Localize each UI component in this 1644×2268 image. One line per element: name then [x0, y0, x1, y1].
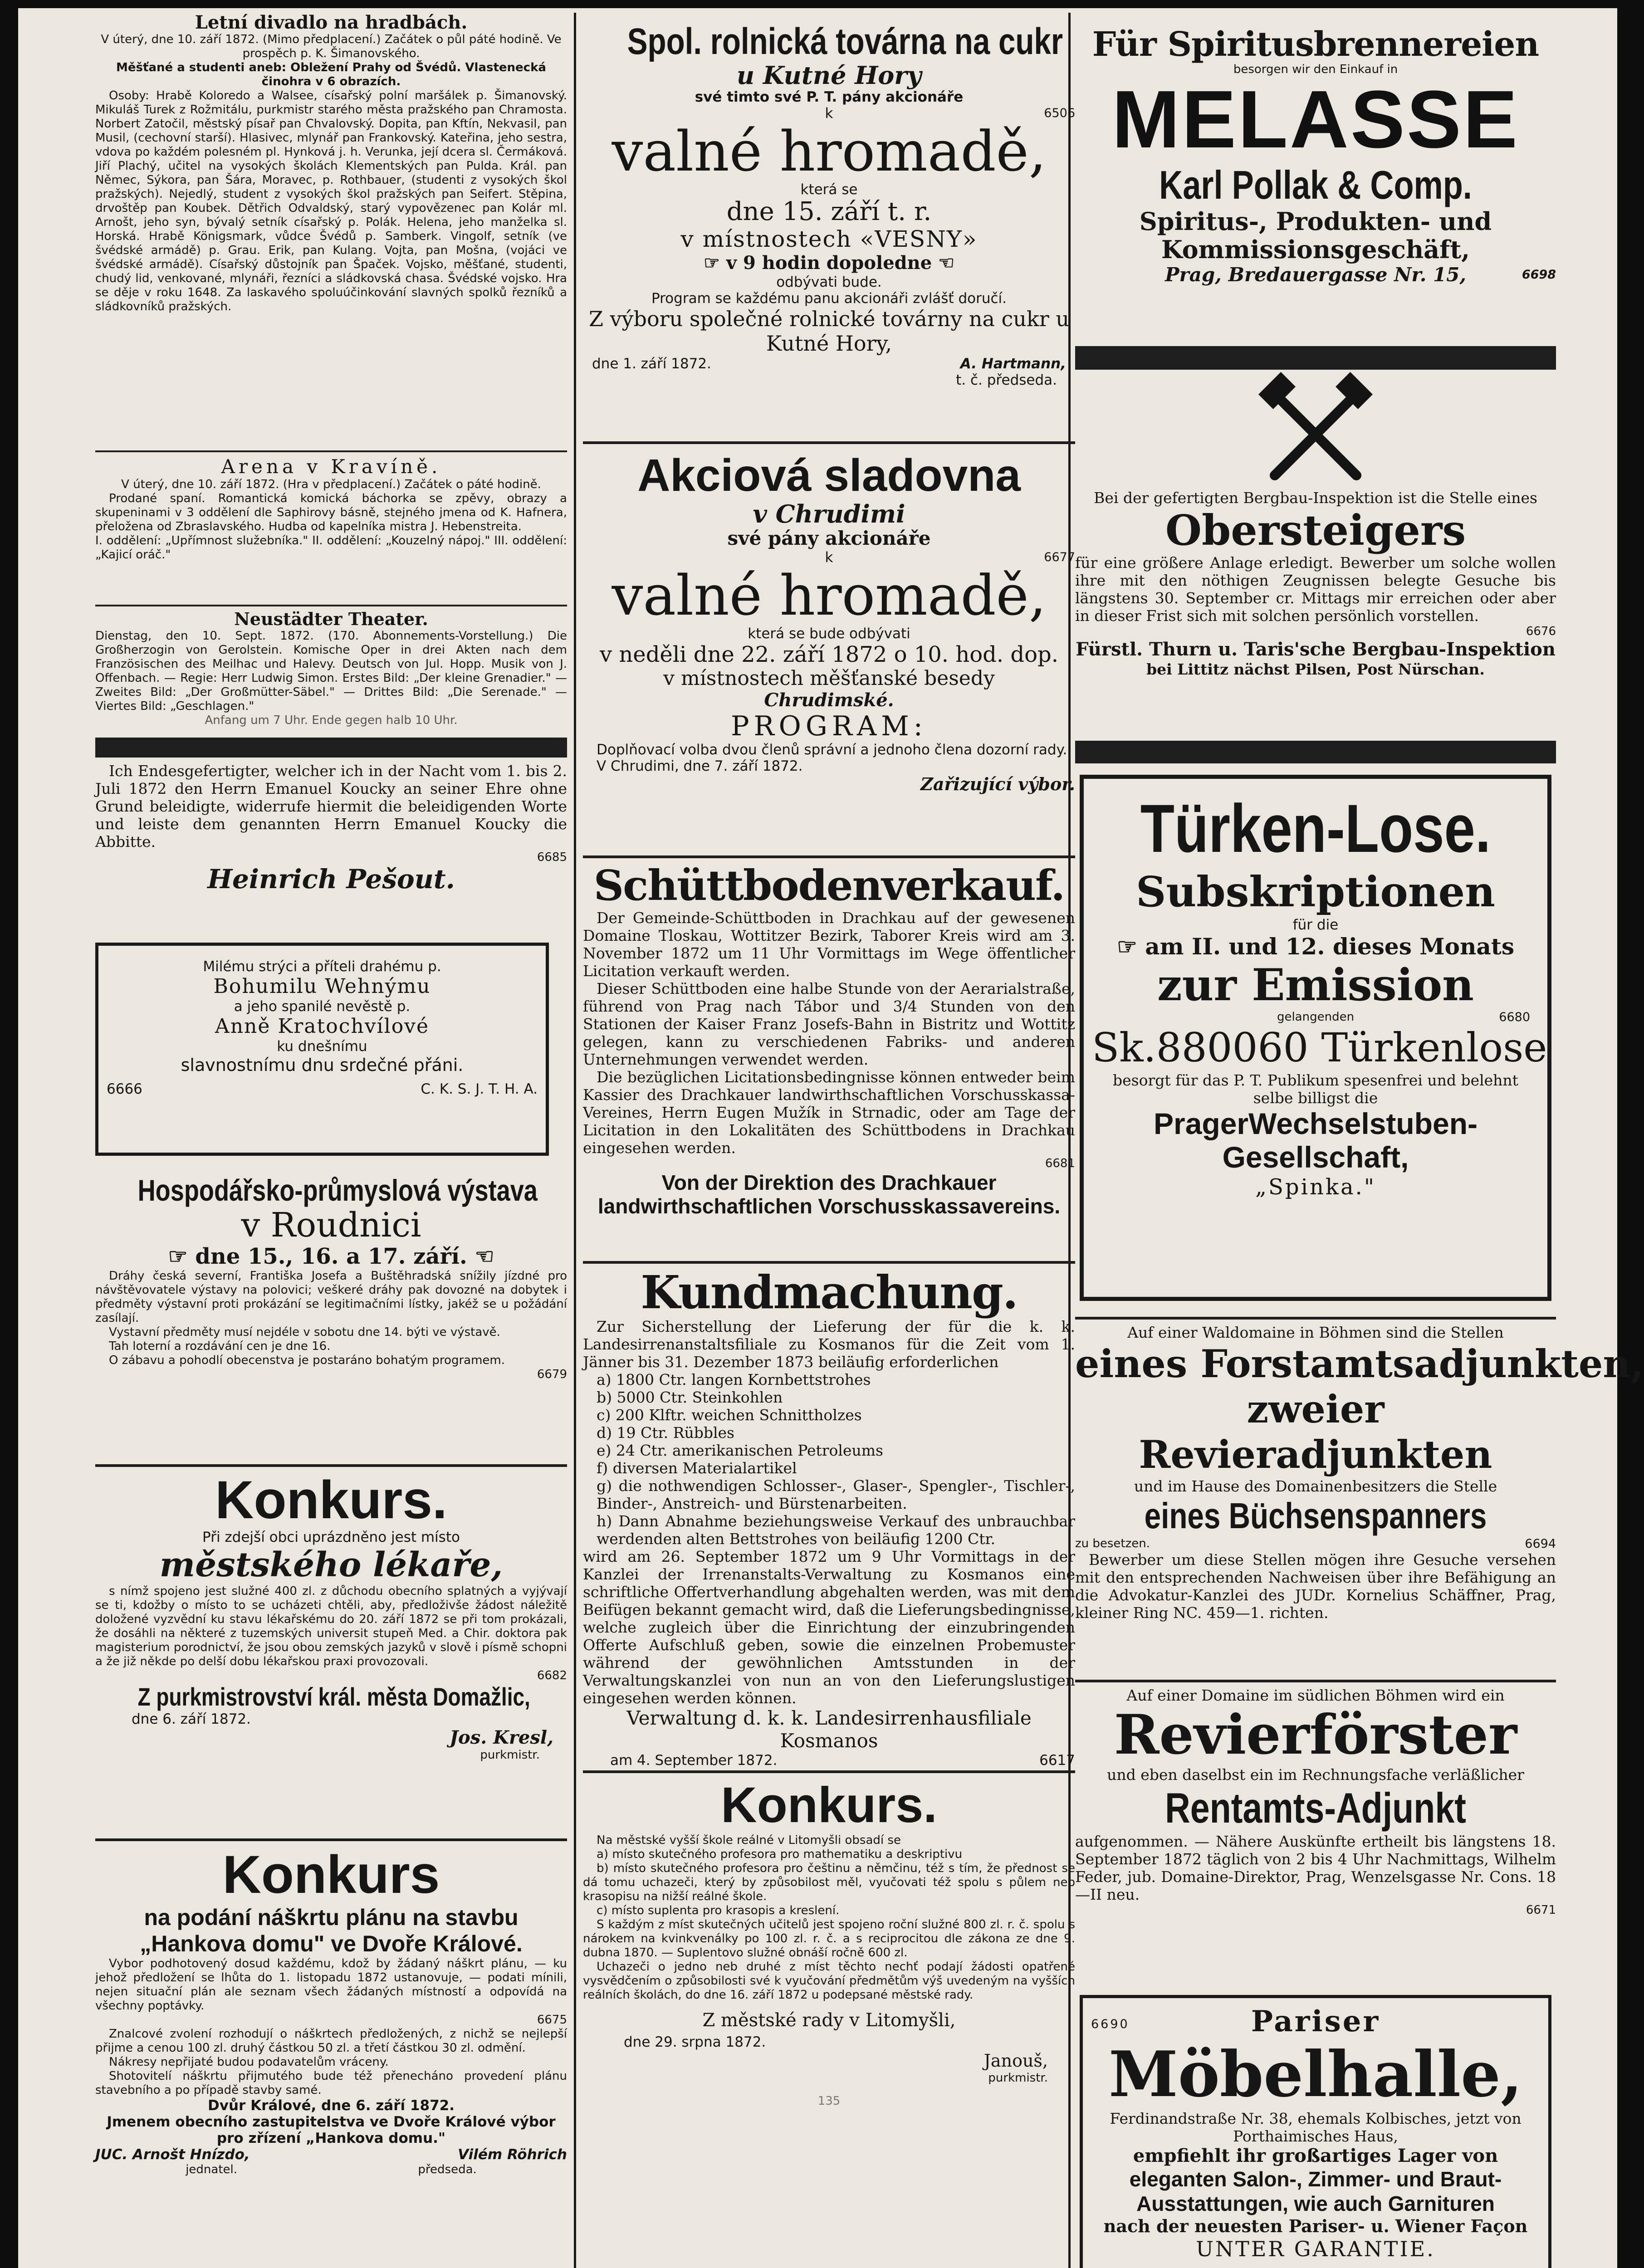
arena-acts: I. oddělení: „Upřímnost služebníka." II. oddělení: „Kouzelný nápoj." III. oddělení: „Kajicí oráč."	[95, 534, 567, 562]
newspaper-page	[18, 8, 1644, 2268]
konkurs3-intro: Na městské vyšší škole reálné v Litomyšli obsadí se	[597, 1833, 901, 1847]
konkurs2-sign2: Vilém Röhrich	[458, 2146, 567, 2163]
malt-body: Doplňovací volba dvou členů správní a jednoho člena dozorní rady.	[597, 742, 1067, 758]
dedication-line6: slavnostnímu dnu srdečné přáni.	[181, 1055, 464, 1075]
kundmachung-items	[583, 1371, 1075, 1548]
apology-num: 6685	[537, 850, 567, 864]
konkurs3-sign: Janouš,	[983, 2051, 1048, 2071]
sugar-title: Spol. rolnická továrna na cukr	[627, 21, 1063, 62]
forst-intro: Auf einer Waldomaine in Böhmen sind die Stellen	[1127, 1324, 1504, 1341]
turken-body: besorgt für das P. T. Publikum spesenfrei und belehnt selbe billigst die	[1113, 1071, 1518, 1107]
turken-amount: Sk.880060 Türkenlose	[1092, 1024, 1547, 1071]
sugar-venue: v místnostech «VESNY»	[680, 226, 978, 252]
sugar-num: 6506	[1044, 106, 1075, 120]
sugar-which: která se	[800, 181, 858, 198]
neustaedter-theater-listing	[95, 605, 567, 729]
revierfoerster-advert	[1075, 1686, 1556, 1968]
separator-rule	[1075, 1317, 1556, 1320]
obersteiger-num: 6676	[1526, 625, 1556, 638]
separator-rule	[95, 1464, 567, 1467]
konkurs1-date: dne 6. září 1872.	[132, 1711, 251, 1727]
kundmachung-date: am 4. September 1872.	[610, 1752, 778, 1769]
revier-title2: Rentamts-Adjunkt	[1165, 1784, 1466, 1832]
konkurs1-post: městského lékaře,	[159, 1545, 503, 1584]
obersteiger-title: Obersteigers	[1165, 506, 1466, 555]
malt-headline: valné hromadě,	[612, 563, 1047, 628]
exhibition-dates: ☞ dne 15., 16. a 17. září. ☜	[168, 1244, 494, 1269]
kundmachung-sign: Verwaltung d. k. k. Landesirrenhausfiliale Kosmanos	[626, 1707, 1032, 1752]
sugar-invite: své timto své P. T. pány akcionáře	[695, 89, 964, 105]
konkurs3-c: c) místo suplenta pro krasopis a kreslení.	[597, 1904, 840, 1917]
malt-num: 6677	[1044, 550, 1075, 564]
arena-body: Prodané spaní. Romantická komická báchorka se zpěvy, obrazy a skupeninami v 3 oddělení dle Saphirovy básně, stejného jmena od K. Hafnera, přeložena od Zbraslavského. Hudba od kapelníka mistra J. Hebenstreita.	[95, 492, 567, 533]
theatre-meta: V úterý, dne 10. září 1872. (Mimo předplacení.) Začátek o půl páté hodině. Ve prospěch p. K. Šimanovského.	[101, 33, 562, 60]
exhibition-place: v Roudnici	[241, 1206, 421, 1245]
granary-title: Schüttbodenverkauf.	[593, 861, 1065, 910]
konkurs1-sign: Jos. Kresl,	[450, 1727, 553, 1748]
moebel-body3: nach der neuesten Pariser- u. Wiener Façon	[1103, 2216, 1528, 2236]
separator-rule	[95, 1838, 567, 1841]
sugar-held: odbývati bude.	[776, 274, 882, 290]
obersteiger-sign: Fürstl. Thurn u. Taris'sche Bergbau-Inspektion	[1076, 639, 1556, 660]
theatre-play: Měšťané a studenti aneb: Obležení Prahy od Švédů. Vlastenecká činohra v 6 obrazích.	[116, 61, 546, 88]
dedication-box	[95, 943, 549, 1156]
moebel-body2: eleganten Salon-, Zimmer- und Braut-Ausstattungen, wie auch Garnituren	[1129, 2167, 1502, 2215]
sugar-headline: valné hromadě,	[612, 119, 1047, 184]
kundmachung-title: Kundmachung.	[641, 1266, 1018, 1319]
granary-num: 6681	[1045, 1157, 1075, 1170]
melasse-sub: besorgen wir den Einkauf in	[1233, 63, 1398, 76]
sugar-date: dne 15. září t. r.	[726, 197, 932, 226]
granary-body: Der Gemeinde-Schüttboden in Drachkau auf der gewesenen Domaine Tloskau, Wottitzer Bezirk, Taborer Kreis wird am 3. November 1872 um 11 Uhr Vormittags im Wege öffentlicher Licitation verkauft werden.	[583, 909, 1075, 980]
sugar-time: ☞ v 9 hodin dopoledne ☜	[704, 252, 954, 274]
hanka-house-konkurs-notice	[95, 1845, 567, 2268]
column-rule	[574, 13, 576, 2268]
sugar-signrow	[583, 356, 1075, 372]
pointing-hand-icon: ☜	[932, 252, 954, 274]
malt-venue2: Chrudimské.	[764, 689, 894, 711]
neustaedter-title: Neustädter Theater.	[234, 609, 428, 629]
kundmachung-item: h) Dann Abnahme beziehungsweise Verkauf des unbrauchbar werdenden alten Bettstrohes von beiläufig 1200 Ctr.	[597, 1512, 1075, 1548]
separator-rule	[1075, 1680, 1556, 1682]
konkurs2-signers	[95, 2146, 567, 2163]
konkurs3-date: dne 29. srpna 1872.	[624, 2034, 766, 2050]
turken-nick: „Spinka."	[1255, 1174, 1376, 1200]
turken-title: Türken-Lose.	[1140, 790, 1491, 866]
konkurs3-role: purkmistr.	[988, 2071, 1048, 2085]
konkurs2-sign1: JUC. Arnošt Hnízdo,	[95, 2146, 250, 2163]
moebel-addr: Ferdinandstraße Nr. 38, ehemals Kolbisches, jetzt von Porthaimisches Haus,	[1110, 2110, 1522, 2145]
moebel-num: 6690	[1091, 2017, 1130, 2031]
exhibition-body: Dráhy česká severní, Františka Josefa a Buštěhradská snížily jízdné pro návštěvovatele výstavy na polovici; veškeré dráhy pak dovozné na dobytek i předměty výstavní proti prokázání se legitimačními lístky, jakéž se u požádání zasílají.	[95, 1269, 567, 1325]
kundmachung-intro: Zur Sicherstellung der Lieferung der für die k. k. Landesirrenanstaltsfiliale zu Kosmanos für die Zeit vom 1. Jänner bis 31. Dezember 1873 beiläufig erforderlichen	[583, 1318, 1075, 1371]
moebel-guarantee: UNTER GARANTIE.	[1196, 2237, 1435, 2261]
konkurs3-body2: Uchazeči o jedno neb druhé z míst těchto nechť podají žádosti opatřené vysvědčením o způsobilosti své k vyučování předmětům výš uvedeným na vyšších reálních školách, do dne 16. září 1872 u podepsané městské rady.	[583, 1960, 1075, 2002]
turken-num: 6680	[1499, 1010, 1530, 1024]
kundmachung-item: e) 24 Ctr. amerikanischen Petroleums	[597, 1442, 883, 1459]
obersteiger-body: für eine größere Anlage erledigt. Bewerber um solche wollen ihre mit den nöthigen Zeugnissen belegte Gesuche bis längstens 30. September cr. Mittags mir erreichen oder aber in dieser Frist sich mit solchen persönlich vorstellen.	[1075, 554, 1556, 625]
melasse-num: 6698	[1522, 268, 1556, 282]
apology-body: Ich Endesgefertigter, welcher ich in der Nacht vom 1. bis 2. Juli 1872 den Herrn Emanuel Koucky an seiner Ehre ohne Grund beleidigte, widerrufe hiermit die beleidigenden Worte und leiste dem genannten Herrn Emanuel Koucky die Abbitte.	[95, 762, 567, 850]
forst-body: Bewerber um diese Stellen mögen ihre Gesuche versehen mit den entsprechenden Nachweisen über ihre Befähigung an die Advokatur-Kanzlei des JUDr. Kornelius Schäffner, Prag, kleiner Ring NC. 459—1. richten.	[1075, 1551, 1556, 1622]
konkurs3-title: Konkurs.	[721, 1777, 937, 1833]
konkurs1-title: Konkurs.	[215, 1470, 447, 1530]
litomysl-konkurs-notice	[583, 1777, 1075, 2268]
granary-body3: Die bezüglichen Licitationsbedingnisse können entweder beim Kassier des Drachkauer landwirthschaftlichen Vorschusskassa-Vereines, Herrn Eugen Mužík in Strnadic, oder am Tage der Licitation in den Lokalitäten des Schüttbodens in Drachkau eingesehen werden.	[583, 1068, 1075, 1157]
arena-listing	[95, 450, 567, 606]
sugar-from: Z výboru společné rolnické továrny na cukr u Kutné Hory,	[588, 307, 1070, 356]
malt-dated: V Chrudimi, dne 7. září 1872.	[597, 758, 803, 774]
turken-firm: PragerWechselstuben-Gesellschaft,	[1153, 1107, 1478, 1174]
column-right	[1075, 8, 1644, 2268]
separator-rule	[583, 1770, 1075, 1773]
separator-rule	[583, 855, 1075, 858]
sugar-sign: A. Hartmann,	[960, 356, 1066, 372]
dedication-line1: Milému strýci a příteli drahému p.	[203, 958, 441, 975]
konkurs1-num: 6682	[537, 1669, 567, 1682]
theatre-title: Letní divadlo na hradbách.	[195, 12, 468, 33]
moebelhalle-advert	[1080, 1995, 1551, 2268]
dedication-line3: a jeho spanilé nevěstě p.	[234, 998, 411, 1015]
separator-rule	[583, 441, 1075, 444]
dedication-footer	[107, 1081, 538, 1097]
malt-title: Akciová sladovna	[637, 450, 1021, 501]
kosmanos-kundmachung-notice	[583, 1266, 1075, 1769]
forst-line3: eines Büchsenspanners	[1144, 1496, 1487, 1536]
separator-bar	[95, 738, 567, 758]
forst-tail-line: zu besetzen. 6694	[1075, 1537, 1556, 1551]
summer-theatre-listing	[95, 13, 567, 441]
separator-rule	[583, 1261, 1075, 1264]
konkurs3-b: b) místo skutečného profesora pro češtinu a němčinu, též s tím, že přednost se dá tomu uchazeči, který by způsobilost měl, vyučovati též spolu s půlem neb krasopisu na nižší reálné škole.	[583, 1862, 1075, 1903]
konkurs1-intro: Při zdejší obci uprázdněno jest místo	[202, 1529, 460, 1545]
separator-bar	[1075, 741, 1556, 763]
malt-program-heading: PROGRAM:	[731, 710, 927, 742]
kundmachung-item: g) die nothwendigen Schlosser-, Glaser-, Spengler-, Tischler-, Binder-, Anstreich- und Bürstenarbeiten.	[597, 1477, 1075, 1512]
melasse-firm: Karl Pollak & Comp.	[1159, 162, 1472, 207]
dedication-line4: Anně Kratochvílové	[215, 1015, 430, 1038]
konkurs2-subtitle: na podání náškrtu plánu na stavbu „Hankova domu" ve Dvoře Králové.	[140, 1905, 523, 1956]
exhibition-body4: O zábavu a pohodlí obecenstva je postaráno bohatým programem.	[109, 1354, 505, 1367]
domazlice-konkurs-notice	[95, 1471, 567, 1834]
konkurs2-body: Vybor podhotovený dosud každému, kdož by žádaný náškrt plánu, — ku jehož předložení se lhůta do 1. listopadu 1872 ustanovuje, — podati mínili, nejen situační plán ale seznam všech žádaných místností a odpovídá na všechny poptávky.	[95, 1957, 567, 2013]
granary-sign: Von der Direktion des Drachkauer landwirthschaftlichen Vorschusskassavereins.	[597, 1171, 1061, 1218]
malt-venue: v místnostech měšťanské besedy	[663, 667, 995, 690]
turken-lose-advert	[1080, 775, 1551, 1301]
revier-title: Revierförster	[1114, 1703, 1517, 1767]
revier-mid: und eben daselbst ein im Rechnungsfache verläßlicher	[1107, 1766, 1524, 1784]
moebel-title: Möbelhalle,	[1109, 2037, 1522, 2111]
chrudim-malt-meeting-notice	[583, 450, 1075, 850]
konkurs2-body2: Znalcové zvolení rozhodují o náškrtech předložených, z nichž se nejlepší přijme a cenou 100 zl. druhý částkou 50 zl. a třetí částkou 30 zl. odmění.	[95, 2027, 567, 2055]
melasse-kicker: Für Spiritusbrennereien	[1092, 25, 1539, 64]
apology-notice	[95, 762, 567, 907]
sugar-k-line: k 6506	[825, 105, 1075, 122]
arena-title: Arena v Kravíně.	[221, 455, 441, 478]
forst-line2: zweier Revieradjunkten	[1139, 1387, 1492, 1477]
sugar-place: u Kutné Hory	[736, 61, 922, 90]
granary-body2: Dieser Schüttboden eine halbe Stunde von der Aerarialstraße, führend von Prag nach Tábor und 3/4 Stunden von den Stationen der Kaiser Franz Josefs-Bahn in Bistritz und Wottitz gelegen, kann zu verschiedenen Fabriks- und anderen Unternehmungen verwendet werden.	[583, 980, 1075, 1068]
kundmachung-num: 6617	[1039, 1752, 1075, 1769]
column-left	[95, 8, 567, 2268]
sugar-program: Program se každému panu akcionáři zvlášť doručí.	[651, 290, 1007, 307]
revier-body: aufgenommen. — Nähere Auskünfte ertheilt bis längstens 18. September 1872 täglich von 2 bis 4 Uhr Nachmittags, Wilhelm Feder, jub. Domaine-Direktor, Prag, Wenzelsgasse Nr. Cons. 18—II neu.	[1075, 1833, 1556, 1903]
konkurs2-date: Dvůr Králové, dne 6. září 1872.	[208, 2097, 455, 2114]
malt-invite: své pány akcionáře	[727, 527, 931, 549]
sugar-role: t. č. předseda.	[956, 372, 1057, 388]
column-middle	[583, 8, 1075, 2268]
obersteiger-advert	[1075, 376, 1556, 738]
schuettboden-sale-notice	[583, 862, 1075, 1256]
kundmachung-item: d) 19 Ctr. Rübbles	[597, 1424, 734, 1442]
konkurs3-a: a) místo skutečného profesora pro mathematiku a deskriptivu	[597, 1848, 963, 1861]
dedication-line2: Bohumilu Wehnýmu	[213, 975, 431, 998]
kutna-hora-sugar-meeting-notice	[583, 22, 1075, 437]
dedication-num: 6666	[107, 1081, 142, 1097]
pointing-hand-icon: ☞	[168, 1244, 196, 1269]
turken-gelangenden-line: gelangenden 6680	[1277, 1010, 1530, 1024]
revier-intro: Auf einer Domaine im südlichen Böhmen wird ein	[1126, 1686, 1505, 1704]
melasse-advert	[1075, 26, 1556, 344]
exhibition-num: 6679	[537, 1368, 567, 1381]
kundmachung-item: f) diversen Materialartikel	[597, 1459, 797, 1477]
konkurs1-body: s nímž spojeno jest služné 400 zl. z důchodu obecního splatných a vyjývají se ti, kdožby o místo to se ucházeti chtěli, aby, předloživše žádost náležitě doložené vyzvědní ku stavu lékařskému do 20. září 1872 se při tom prokázali, že dosáhli na některé z tuzemských universit stupeň Med. a Chir. doktora pak magisterium porodnictví, že jsou obou zemských jazyků v slově i písmě schopni a že již někde po delší dobu lékařskou praxi provozovali.	[95, 1584, 567, 1668]
dedication-line5: ku dnešnímu	[277, 1038, 367, 1055]
obersteiger-place: bei Littitz nächst Pilsen, Post Nürschan.	[1146, 660, 1485, 678]
pointing-hand-icon: ☞	[1117, 933, 1145, 960]
kundmachung-item: b) 5000 Ctr. Steinkohlen	[597, 1388, 783, 1406]
theatre-cast: Osoby: Hrabě Koloredo a Walsee, císařský polní maršálek p. Šimanovský. Mikuláš Turek z Rožmitálu, purkmistr starého města pražského pan Chramosta. Norbert Zatočil, městský písař pan Chvalovský. Dopita, pan Kftín, Nekvasil, pan Musil, (cechovní starší). Hlasivec, mlynář pan Frankovský. Kateřina, jeho sestra, vdova po každém polesném pl. Hynková j. h. Verunka, její dcera sl. Čermáková. Jiří Plachý, učitel na vysokých školách Klementských pan Pulda. Král. pan Němec, Sýkora, pan Šára, Moravec, p. Rothbauer, (studenti z vysokých škol pražských). Nejedlý, student z vysokých škol pražských pan Seifert. Stěpina, drvoštěp pan Koubek. Dětřich Odvaldský, starý vypovězenec pan Kolár ml. Arnošt, jeho syn, bývalý setník císařský p. Polák. Helena, jeho manželka sl. Horská. Hrabě Königsmark, vůdce Švédů p. Samberk. Vingolf, setník (ve švédské armádě) p. Grau. Erik, pan Kulang. Vojta, pan Mošna, (vojáci ve švédské armádě). Císařský důstojník pan Špaček. Vojsko, měšťané, studenti, chudý lid, venkované, mlynáři, řezníci a sládkovská chasa. Švédské vojsko. Hra se děje v roku 1648. Za laskavého spoluúčinkování slavných spolků řezníků a sládkovníků pražských.	[95, 89, 567, 313]
konkurs1-from: Z purkmistrovství král. města Domažlic,	[137, 1682, 530, 1711]
kundmachung-daterow	[583, 1752, 1075, 1769]
forst-num: 6694	[1525, 1537, 1556, 1551]
pointing-hand-icon: ☞	[704, 252, 726, 274]
malt-sign: Zařizující výbor.	[920, 774, 1075, 794]
konkurs2-role2: předseda.	[418, 2163, 477, 2176]
turken-for: für die	[1292, 917, 1339, 933]
malt-which: která se bude odbývati	[748, 626, 910, 642]
kundmachung-body: wird am 26. September 1872 um 9 Uhr Vormittags in der Kanzlei der Irrenanstalts-Verwaltung zu Kosmanos eine schriftliche Offertverhandlung abgehalten werden, was mit dem Beifügen bekannt gemacht wird, daß die Lieferungsbedingnisse, welche zugleich über die Einrichtung der einzubringenden Offerte Aufschluß geben, sowie die einzelnen Probemuster während der gewöhnlichen Amtsstunden in der Verwaltungskanzlei von nun an von den Lieferungslustigen eingesehen werden können.	[583, 1548, 1075, 1707]
forst-mid: und im Hause des Domainenbesitzers die Stelle	[1134, 1477, 1497, 1495]
roudnice-exhibition-notice	[95, 1174, 567, 1460]
konkurs2-num: 6675	[537, 2013, 567, 2027]
malt-k-line: k 6677	[825, 549, 1075, 566]
konkurs2-roles	[95, 2163, 567, 2177]
arena-meta: V úterý, dne 10. září 1872. (Hra v předplacení.) Začátek o páté hodině.	[121, 478, 541, 491]
moebel-body: empfiehlt ihr großartiges Lager von	[1133, 2145, 1498, 2166]
pointing-hand-icon: ☜	[467, 1244, 494, 1269]
melasse-addr-line: Prag, Bredauergasse Nr. 15, 6698	[1164, 264, 1556, 286]
malt-date: v neděli dne 22. září 1872 o 10. hod. dop.	[600, 642, 1058, 667]
obersteiger-intro: Bei der gefertigten Bergbau-Inspektion ist die Stelle eines	[1094, 489, 1537, 507]
turken-dates: ☞ am II. und 12. dieses Monats	[1117, 933, 1514, 960]
exhibition-body3: Tah loterní a rozdávání cen je dne 16.	[109, 1339, 331, 1353]
konkurs2-body3: Nákresy nepřijaté budou podavatelům vráceny.	[109, 2055, 389, 2069]
kundmachung-item: c) 200 Klftr. weichen Schnittholzes	[597, 1406, 862, 1424]
malt-place: v Chrudimi	[753, 499, 905, 528]
konkurs2-title: Konkurs	[222, 1845, 440, 1905]
konkurs1-role: purkmistr.	[480, 1748, 540, 1762]
konkurs3-body: S každým z míst skutečných učitelů jest spojeno roční služné 800 zl. r. č. spolu s nárokem na kvinkvenálky po 100 zl. r. č. a s reciprocitou dle zákona ze dne 9. dubna 1870. — Suplentovo služné obnáší ročně 600 zl.	[583, 1918, 1075, 1960]
turken-emission: zur Emission	[1157, 959, 1474, 1011]
separator-bar	[1075, 346, 1556, 370]
exhibition-body2: Vystavní předměty musí nejdéle v sobotu dne 14. býti ve výstavě.	[109, 1325, 500, 1339]
konkurs2-body4: Shotovitelí náškrtu přijmutého bude též přenecháno provedení plánu stavebního a po případě stavby samé.	[95, 2069, 567, 2097]
page-folio: 135	[817, 2094, 841, 2108]
melasse-title: MELASSE	[1111, 74, 1520, 165]
dedication-sign: C. K. S. J. T. H. A.	[421, 1081, 538, 1097]
kundmachung-item: a) 1800 Ctr. langen Kornbettstrohes	[597, 1371, 871, 1388]
hammer-and-pick-icon	[1075, 376, 1556, 489]
konkurs2-behalf: Jmenem obecního zastupitelstva ve Dvoře Králové výbor pro zřízení „Hankova domu."	[107, 2114, 556, 2146]
turken-sub: Subskriptionen	[1135, 867, 1496, 916]
konkurs2-role1: jednatel.	[186, 2163, 238, 2176]
apology-signature: Heinrich Pešout.	[207, 864, 455, 894]
neustaedter-body: Dienstag, den 10. Sept. 1872. (170. Abonnements-Vorstellung.) Die Großherzogin von Gerolstein. Komische Oper in drei Akten nach dem Französischen des Meilhac und Halevy. Deutsch von Jul. Hopp. Musik von J. Offenbach. — Regie: Herr Ludwig Simon. Erstes Bild: „Der kleine Grenadier." — Zweites Bild: „Der Großmütter-Säbel." — Drittes Bild: „Die Serenade." — Viertes Bild: „Geschlagen."	[95, 629, 567, 713]
sugar-dated: dne 1. září 1872.	[592, 356, 711, 372]
melasse-biz: Spiritus-, Produkten- und Kommissionsgeschäft,	[1139, 207, 1492, 264]
moebel-kicker-line: 6690 Pariser	[1091, 2004, 1540, 2039]
konkurs3-from: Z městské rady v Litomyšli,	[702, 2010, 956, 2031]
forst-positions-advert	[1075, 1324, 1644, 1668]
exhibition-title: Hospodářsko-průmyslová výstava	[137, 1173, 538, 1207]
revier-num: 6671	[1526, 1903, 1556, 1917]
neustaedter-footer: Anfang um 7 Uhr. Ende gegen halb 10 Uhr.	[205, 714, 458, 727]
forst-line1: eines Forstamtsadjunkten,	[1075, 1341, 1644, 1386]
